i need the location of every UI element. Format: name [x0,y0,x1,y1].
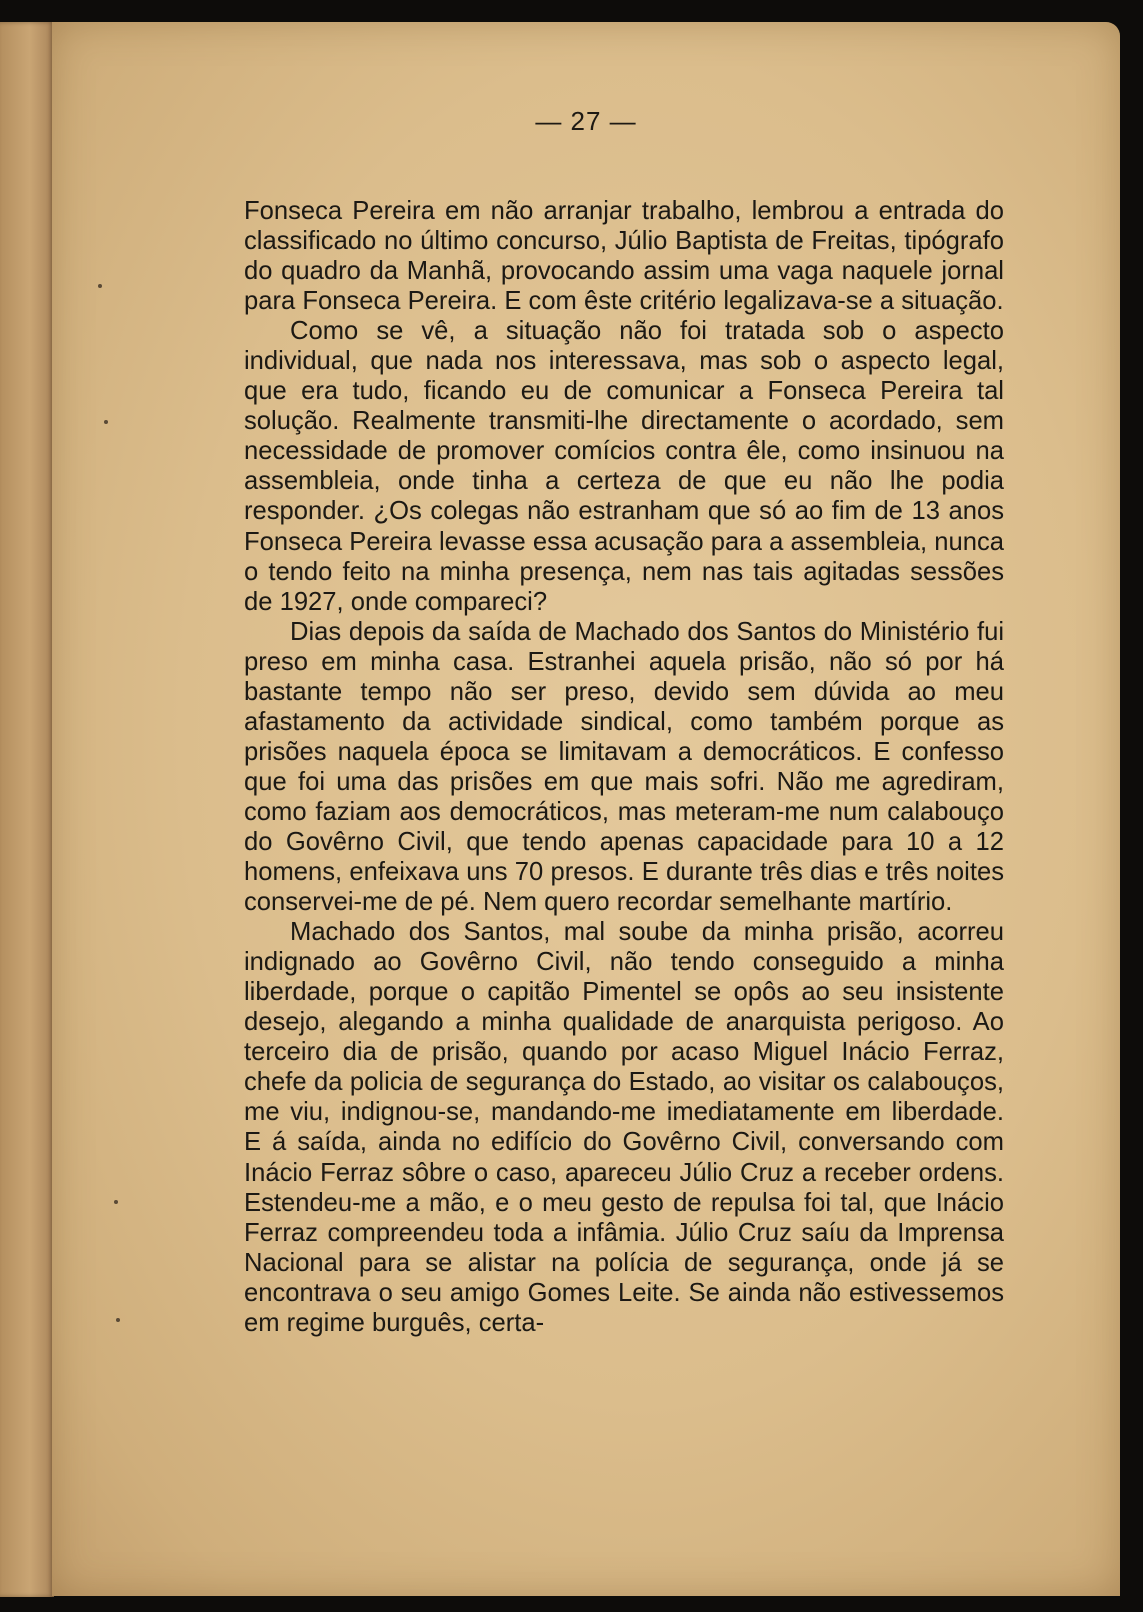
paper-speck [114,1200,118,1204]
paragraph: Fonseca Pereira em não arranjar trabalho, lembrou a entrada do classificado no último concurso, Júlio Baptista de Freitas, tipógrafo do quadro da Manhã, provocando assim uma vaga naquele jornal para Fonseca Pereira. E com êste critério legalizava-se a situação. [244,197,1004,316]
page-number: — 27 — [535,106,637,136]
paper-speck [104,420,108,424]
body-text [244,196,1004,1338]
paragraph: Como se vê, a situação não foi tratada sob o aspecto individual, que nada nos interessava, mas sob o aspecto legal, que era tudo, ficando eu de comunicar a Fonseca Pereira tal solução. Realmente transmiti-lhe directamente o acordado, sem necessidade de promover comícios contra êle, como insinuou na assembleia, onde tinha a certeza de que eu não lhe podia responder. ¿Os colegas não estranham que só ao fim de 13 anos Fonseca Pereira levasse essa acusação para a assembleia, nunca o tendo feito na minha presença, nem nas tais agitadas sessões de 1927, onde compareci? [244,317,1004,616]
paper-speck [98,284,102,288]
book-page [52,22,1120,1596]
paragraph: Dias depois da saída de Machado dos Santos do Ministério fui preso em minha casa. Estranhei aquela prisão, não só por há bastante tempo não ser preso, devido sem dúvida ao meu afastamento da actividade sindical, como também porque as prisões naquela época se limitavam a democráticos. E confesso que foi uma das prisões em que mais sofri. Não me agrediram, como faziam aos democráticos, mas meteram-me num calabouço do Govêrno Civil, que tendo apenas capacidade para 10 a 12 homens, enfeixava uns 70 presos. E durante três dias e três noites conservei-me de pé. Nem quero recordar semelhante martírio. [244,617,1004,917]
paragraph: Machado dos Santos, mal soube da minha prisão, acorreu indignado ao Govêrno Civil, não tendo conseguido a minha liberdade, porque o capitão Pimentel se opôs ao seu insistente desejo, alegando a minha qualidade de anarquista perigoso. Ao terceiro dia de prisão, quando por acaso Miguel Inácio Ferraz, chefe da policia de segurança do Estado, ao visitar os calabouços, me viu, indignou-se, mandando-me imediatamente em liberdade. E á saída, ainda no edifício do Govêrno Civil, conversando com Inácio Ferraz sôbre o caso, apareceu Júlio Cruz a receber ordens. Estendeu-me a mão, e o meu gesto de repulsa foi tal, que Inácio Ferraz compreendeu toda a infâmia. Júlio Cruz saíu da Imprensa Nacional para se alistar na polícia de segurança, onde já se encontrava o seu amigo Gomes Leite. Se ainda não estivessemos em regime burguês, certa- [244,918,1004,1337]
left-page-edge [0,22,54,1597]
paper-speck [116,1318,120,1322]
